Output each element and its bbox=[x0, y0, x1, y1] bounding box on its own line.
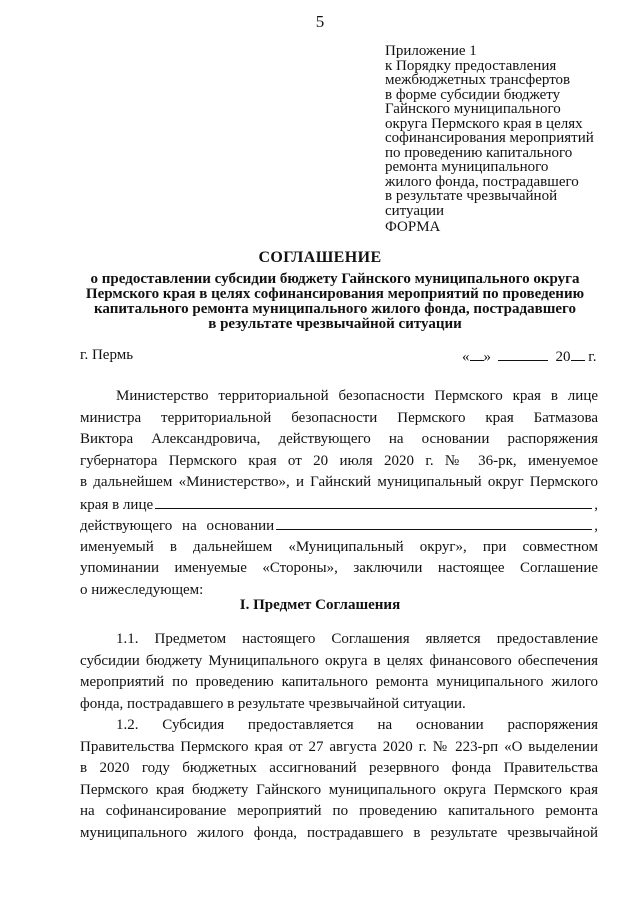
preamble-line: о нижеследующем: bbox=[80, 581, 204, 598]
annex-line: ремонта муниципального bbox=[385, 159, 549, 175]
preamble-line: упоминании именуемые «Стороны», заключили настоящее Соглашение bbox=[80, 560, 598, 576]
date-quote-open: « bbox=[462, 349, 470, 365]
annex-line: Гайнского муниципального bbox=[385, 101, 561, 117]
clause-1-2 bbox=[80, 715, 598, 844]
date-quote-close: » bbox=[483, 349, 491, 365]
basis-blank bbox=[276, 515, 592, 530]
year-blank bbox=[571, 347, 585, 361]
preamble-line: именуемый в дальнейшем «Муниципальный округ», при совместном bbox=[80, 538, 598, 555]
year-suffix: г. bbox=[588, 349, 597, 365]
comma: , bbox=[594, 496, 598, 513]
fill2-label: действующего на основании bbox=[80, 518, 275, 534]
annex-line: ситуации bbox=[385, 202, 445, 219]
comma: , bbox=[594, 518, 598, 534]
annex-line: к Порядку предоставления bbox=[385, 57, 557, 74]
representative-blank bbox=[155, 494, 592, 509]
clause-line: фонда, пострадавшего в результате чрезвычайной ситуации. bbox=[80, 695, 466, 712]
subtitle-line: о предоставлении субсидии бюджету Гайнского муниципального округа bbox=[90, 271, 580, 287]
date-field bbox=[462, 347, 596, 366]
clause-line: мероприятий по проведению капитального ремонта муниципального жилого bbox=[80, 674, 598, 690]
annex-line: жилого фонда, пострадавшего bbox=[385, 173, 579, 190]
clause-line: 1.1. Предметом настоящего Соглашения является предоставление bbox=[116, 631, 598, 647]
preamble-line: губернатора Пермского края от 20 июля 2020 г. № 36-рк, именуемое bbox=[80, 452, 598, 469]
month-blank bbox=[498, 347, 548, 361]
form-label: ФОРМА bbox=[385, 219, 441, 235]
annex-line: софинансирования мероприятий bbox=[385, 130, 594, 146]
document-title: СОГЛАШЕНИЕ bbox=[258, 249, 382, 266]
annex-line: округа Пермского края в целях bbox=[385, 115, 583, 132]
subtitle-line: капитального ремонта муниципального жилого фонда, пострадавшего bbox=[94, 301, 576, 317]
clause-1-1 bbox=[80, 629, 598, 715]
document-subtitle bbox=[70, 272, 600, 332]
annex-line: в форме субсидии бюджету bbox=[385, 86, 561, 103]
annex-line: Приложение 1 bbox=[385, 43, 477, 59]
representative-fill-row bbox=[80, 494, 598, 516]
clause-line: 1.2. Субсидия предоставляется на основании распоряжения bbox=[116, 717, 598, 733]
year-prefix: 20 bbox=[555, 349, 571, 365]
annex-line: межбюджетных трансфертов bbox=[385, 72, 571, 88]
clause-line: муниципального жилого фонда, пострадавшего в результате чрезвычайной bbox=[80, 824, 598, 841]
annex-line: в результате чрезвычайной bbox=[385, 188, 558, 204]
preamble-line: Министерство территориальной безопасности Пермского края в лице bbox=[116, 388, 598, 404]
section-heading: I. Предмет Соглашения bbox=[239, 597, 401, 613]
preamble bbox=[80, 386, 598, 601]
clause-line: субсидии бюджету Муниципального округа в целях финансового обеспечения bbox=[80, 652, 598, 669]
day-blank bbox=[470, 347, 484, 361]
preamble-line: министра территориальной безопасности Пермского края Батмазова bbox=[80, 409, 598, 426]
clause-line: в 2020 году бюджетных ассигнований резервного фонда Правительства bbox=[80, 760, 598, 776]
preamble-line: Виктора Александровича, действующего на основании распоряжения bbox=[80, 431, 598, 447]
fill1-label: края в лице bbox=[80, 496, 154, 513]
clause-line: на софинансирование мероприятий по проведению капитального ремонта bbox=[80, 803, 598, 819]
clause-line: Правительства Пермского края от 27 августа 2020 г. № 223-рп «О выделении bbox=[80, 738, 598, 755]
annex-line: по проведению капитального bbox=[385, 144, 573, 161]
subtitle-line: в результате чрезвычайной ситуации bbox=[208, 316, 462, 332]
preamble-line: в дальнейшем «Министерство», и Гайнский муниципальный округ Пермского bbox=[80, 474, 598, 490]
clause-line: Пермского края бюджету Гайнского муниципального округа Пермского края bbox=[80, 781, 598, 798]
page-number: 5 bbox=[315, 12, 325, 31]
subtitle-line: Пермского края в целях софинансирования мероприятий по проведению bbox=[85, 286, 585, 302]
place-of-signing: г. Пермь bbox=[80, 347, 134, 363]
basis-fill-row bbox=[80, 515, 598, 537]
annex-block bbox=[385, 44, 625, 218]
